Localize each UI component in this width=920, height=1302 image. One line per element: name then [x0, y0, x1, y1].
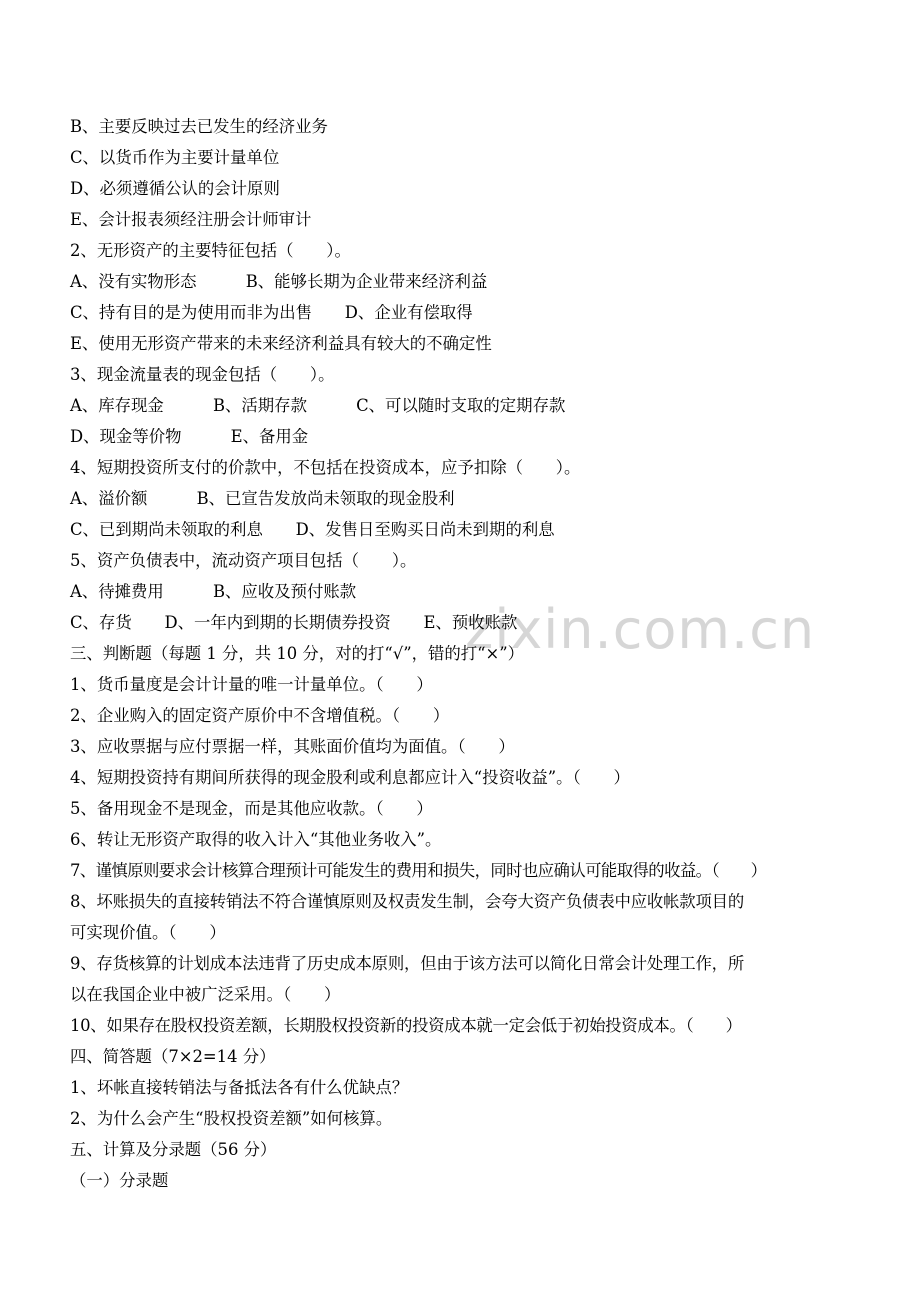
- question-2-options-ab: A、没有实物形态 B、能够长期为企业带来经济利益: [70, 272, 488, 291]
- judge-item-8: 8、坏账损失的直接转销法不符合谨慎原则及权责发生制，会夸大资产负债表中应收帐款项目的: [70, 892, 745, 911]
- question-3-options-de: D、现金等价物 E、备用金: [70, 427, 309, 446]
- option-d-line: D、必须遵循公认的会计原则: [70, 179, 280, 198]
- short-answer-1: 1、坏帐直接转销法与备抵法各有什么优缺点？: [70, 1078, 409, 1097]
- question-2-option-e: E、使用无形资产带来的未来经济利益具有较大的不确定性: [70, 334, 492, 353]
- question-5-options-cde: C、存货 D、一年内到期的长期债券投资 E、预收账款: [70, 613, 518, 632]
- question-4: 4、短期投资所支付的价款中，不包括在投资成本，应予扣除（ ）。: [70, 458, 581, 477]
- judge-item-9-cont: 以在我国企业中被广泛采用。（ ）: [70, 985, 341, 1004]
- judge-item-6: 6、转让无形资产取得的收入计入“其他业务收入”。: [70, 830, 442, 849]
- question-5-options-ab: A、待摊费用 B、应收及预付账款: [70, 582, 357, 601]
- watermark: zixin.com.cn: [465, 598, 816, 661]
- judge-item-9: 9、存货核算的计划成本法违背了历史成本原则，但由于该方法可以简化日常会计处理工作，所: [70, 954, 745, 973]
- question-4-options-cd: C、已到期尚未领取的利息 D、发售日至购买日尚未到期的利息: [70, 520, 555, 539]
- option-e-line: E、会计报表须经注册会计师审计: [70, 210, 312, 229]
- option-c-line: C、以货币作为主要计量单位: [70, 148, 280, 167]
- section-4-heading: 四、简答题（7×2=14 分）: [70, 1047, 276, 1066]
- option-b-line: B、主要反映过去已发生的经济业务: [70, 117, 328, 136]
- judge-item-4: 4、短期投资持有期间所获得的现金股利或利息都应计入“投资收益”。（ ）: [70, 768, 630, 787]
- question-4-options-ab: A、溢价额 B、已宣告发放尚未领取的现金股利: [70, 489, 455, 508]
- section-5-heading: 五、计算及分录题（56 分）: [70, 1140, 277, 1159]
- question-2: 2、无形资产的主要特征包括（ ）。: [70, 241, 351, 260]
- judge-item-5: 5、备用现金不是现金，而是其他应收款。（ ）: [70, 799, 433, 818]
- question-3-options-abc: A、库存现金 B、活期存款 C、可以随时支取的定期存款: [70, 396, 566, 415]
- question-5: 5、资产负债表中，流动资产项目包括（ ）。: [70, 551, 417, 570]
- judge-item-8-cont: 可实现价值。（ ）: [70, 923, 226, 942]
- short-answer-2: 2、为什么会产生“股权投资差额”如何核算。: [70, 1109, 393, 1128]
- subsection-journal-entries: （一）分录题: [70, 1171, 169, 1190]
- judge-item-3: 3、应收票据与应付票据一样，其账面价值均为面值。（ ）: [70, 737, 515, 756]
- judge-item-1: 1、货币量度是会计计量的唯一计量单位。（ ）: [70, 675, 433, 694]
- judge-item-2: 2、企业购入的固定资产原价中不含增值税。（ ）: [70, 706, 450, 725]
- judge-item-10: 10、如果存在股权投资差额，长期股权投资新的投资成本就一定会低于初始投资成本。（ ）: [70, 1016, 742, 1035]
- judge-item-7: 7、谨慎原则要求会计核算合理预计可能发生的费用和损失，同时也应确认可能取得的收益。（ ）: [70, 861, 767, 880]
- question-2-options-cd: C、持有目的是为使用而非为出售 D、企业有偿取得: [70, 303, 473, 322]
- question-3: 3、现金流量表的现金包括（ ）。: [70, 365, 335, 384]
- section-3-heading: 三、判断题（每题 1 分，共 10 分，对的打“√”，错的打“×”）: [70, 644, 525, 663]
